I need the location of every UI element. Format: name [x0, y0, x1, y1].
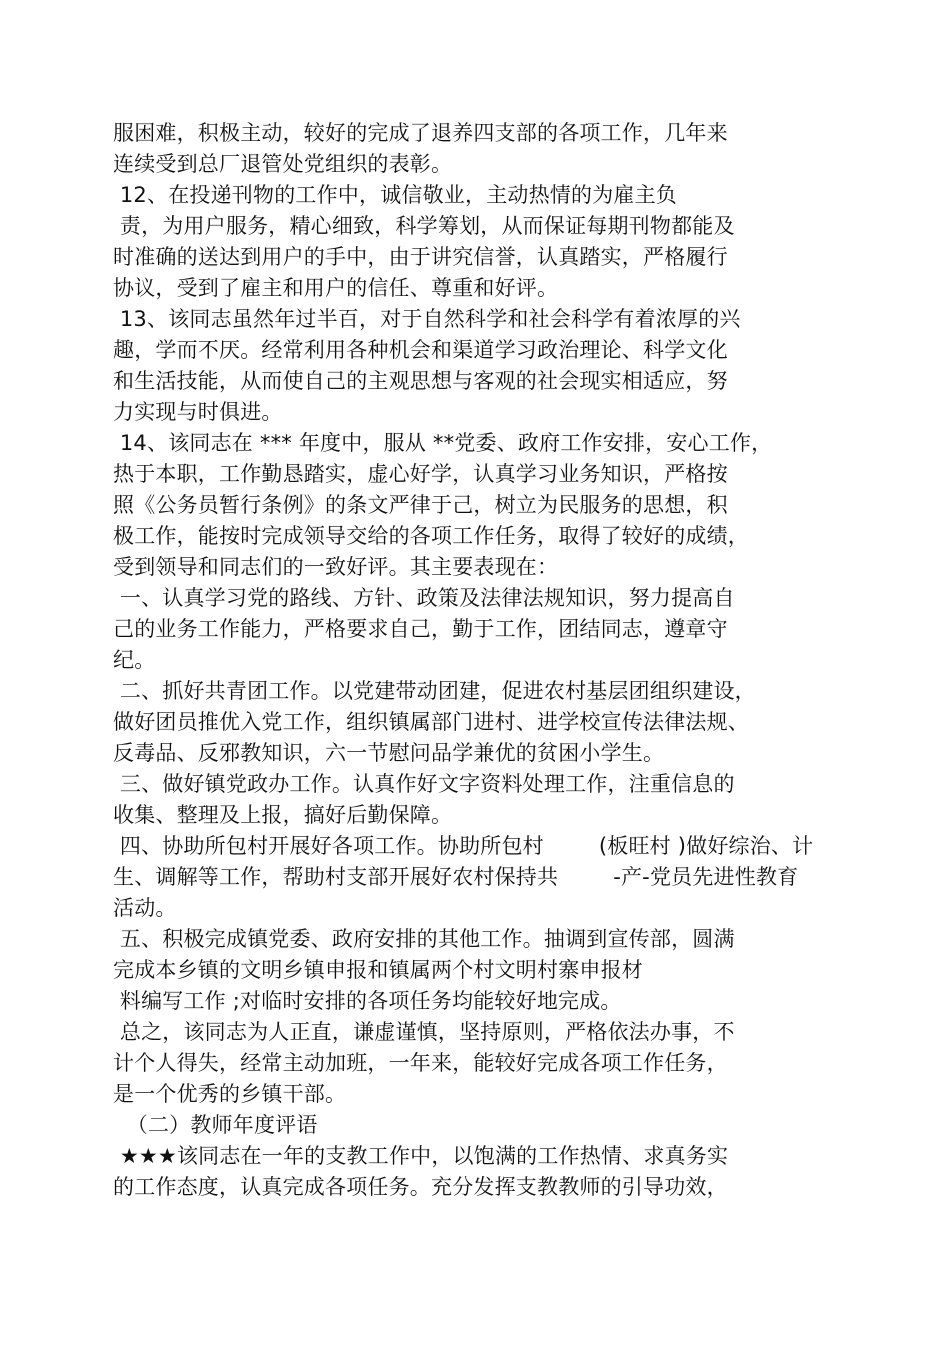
text-line: 活动。	[113, 896, 177, 920]
text-line: 服困难，积极主动，较好的完成了退养四支部的各项工作，几年来	[113, 121, 728, 145]
text-line: 14、该同志在 *** 年度中，服从 **党委、政府工作安排，安心工作，	[113, 431, 773, 455]
text-line: 是一个优秀的乡镇干部。	[113, 1082, 347, 1106]
text-line: 趣，学而不厌。经常利用各种机会和渠道学习政治理论、科学文化	[113, 338, 728, 362]
text-line: 四、协助所包村开展好各项工作。协助所包村 (板旺村 )做好综治、计	[113, 834, 814, 858]
text-line: 的工作态度，认真完成各项任务。充分发挥支教教师的引导功效，	[113, 1175, 728, 1199]
text-line: 照《公务员暂行条例》的条文严律于己，树立为民服务的思想，积	[113, 493, 728, 517]
text-line: 和生活技能，从而使自己的主观思想与客观的社会现实相适应，努	[113, 369, 728, 393]
text-line: 己的业务工作能力，严格要求自己，勤于工作，团结同志，遵章守	[113, 617, 728, 641]
text-line: 反毒品、反邪教知识，六一节慰问品学兼优的贫困小学生。	[113, 741, 665, 765]
text-line: 受到领导和同志们的一致好评。其主要表现在：	[113, 555, 559, 579]
section-heading: （二）教师年度评语	[113, 1113, 318, 1137]
document-body	[113, 118, 833, 1203]
text-line: 总之，该同志为人正直，谦虚谨慎，坚持原则，严格依法办事，不	[113, 1020, 735, 1044]
text-line: 一、认真学习党的路线、方针、政策及法律法规知识，努力提高自	[113, 586, 735, 610]
text-line: 做好团员推优入党工作，组织镇属部门进村、进学校宣传法律法规、	[113, 710, 749, 734]
text-line: 协议，受到了雇主和用户的信任、尊重和好评。	[113, 276, 559, 300]
text-line: 责，为用户服务，精心细致，科学筹划，从而保证每期刊物都能及	[113, 214, 735, 238]
text-line: 二、抓好共青团工作。以党建带动团建，促进农村基层团组织建设，	[113, 679, 756, 703]
text-line: 力实现与时俱进。	[113, 400, 283, 424]
text-line: 时准确的送达到用户的手中，由于讲究信誉，认真踏实，严格履行	[113, 245, 728, 269]
text-line: 五、积极完成镇党委、政府安排的其他工作。抽调到宣传部，圆满	[113, 927, 735, 951]
text-line: ★★★该同志在一年的支教工作中，以饱满的工作热情、求真务实	[113, 1144, 729, 1168]
text-line: 纪。	[113, 648, 156, 672]
text-line: 热于本职，工作勤恳踏实，虚心好学，认真学习业务知识，严格按	[113, 462, 728, 486]
text-line: 13、该同志虽然年过半百，对于自然科学和社会科学有着浓厚的兴	[113, 307, 741, 331]
text-line: 三、做好镇党政办工作。认真作好文字资料处理工作，注重信息的	[113, 772, 735, 796]
text-line: 生、调解等工作，帮助村支部开展好农村保持共 -产-党员先进性教育	[113, 865, 799, 889]
text-line: 极工作，能按时完成领导交给的各项工作任务，取得了较好的成绩，	[113, 524, 749, 548]
text-line: 12、在投递刊物的工作中，诚信敬业，主动热情的为雇主负	[113, 183, 677, 207]
text-line: 收集、整理及上报，搞好后勤保障。	[113, 803, 453, 827]
text-line: 连续受到总厂退管处党组织的表彰。	[113, 152, 453, 176]
text-line: 完成本乡镇的文明乡镇申报和镇属两个村文明村寨申报材	[113, 958, 643, 982]
text-line: 计个人得失，经常主动加班，一年来，能较好完成各项工作任务，	[113, 1051, 728, 1075]
text-line: 料编写工作 ;对临时安排的各项任务均能较好地完成。	[113, 989, 622, 1013]
